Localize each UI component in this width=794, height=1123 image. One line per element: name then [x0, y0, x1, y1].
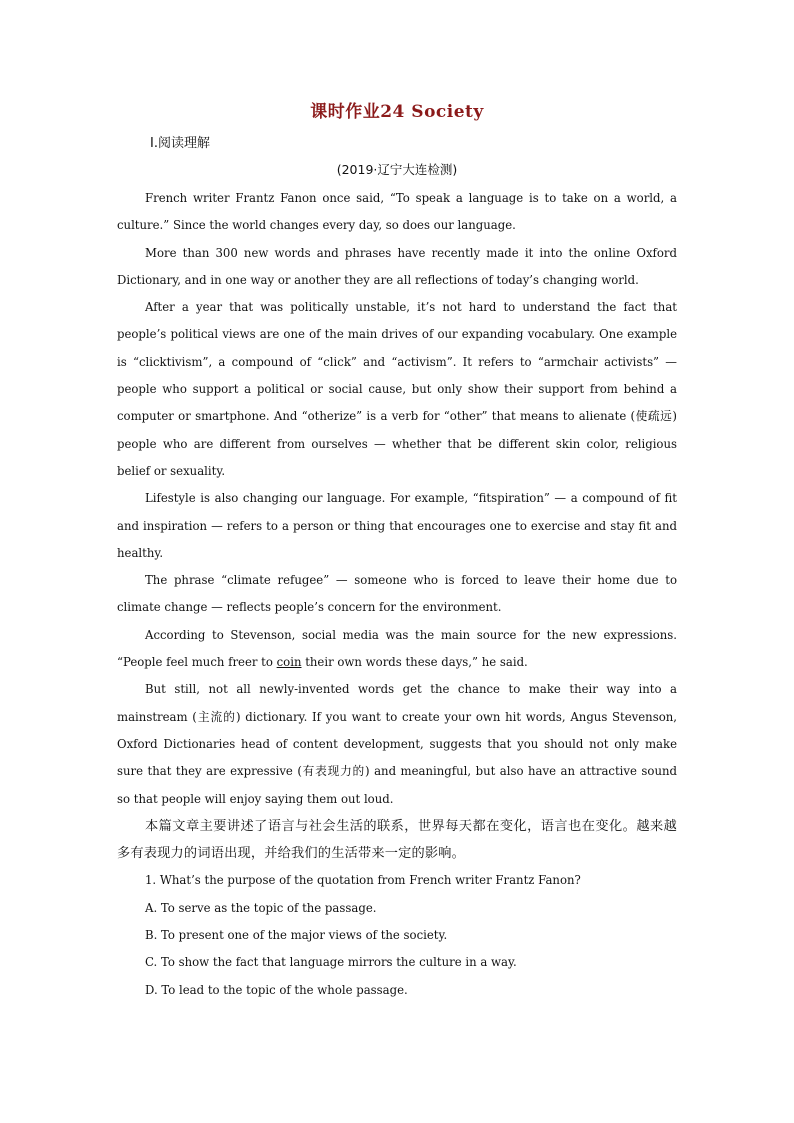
paragraph-text: According to Stevenson, social media was the main source for the new expressions. “People feel much freer to [117, 627, 677, 670]
chinese-summary: 本篇文章主要讲述了语言与社会生活的联系，世界每天都在变化，语言也在变化。越来越多有表现力的词语出现，并给我们的生活带来一定的影响。 [117, 818, 677, 862]
question-stem: 1. What’s the purpose of the quotation from French writer Frantz Fanon? [145, 873, 581, 888]
passage-body [117, 185, 677, 1004]
paragraph: Lifestyle is also changing our language. For example, “fitspiration” — a compound of fit and inspiration — refers to a person or thing that encourages one to exercise and stay fit and healthy. [117, 491, 677, 560]
option-c: C. To show the fact that language mirrors the culture in a way. [145, 955, 517, 970]
paragraph: French writer Frantz Fanon once said, “To speak a language is to take on a world, a culture.” Since the world changes every day, so does our language. [117, 191, 677, 233]
paragraph: But still, not all newly-invented words get the chance to make their way into a mainstream (主流的) dictionary. If you want to create your own hit words, Angus Stevenson, Oxford Dictionaries head of content development, suggests that you should not only make sure that they are expressive (有表现力的) and meaningful, but also have an attractive sound so that people will enjoy saying them out loud. [117, 682, 677, 806]
option-d: D. To lead to the topic of the whole passage. [145, 982, 408, 997]
paragraph: After a year that was politically unstable, it’s not hard to understand the fact that people’s political views are one of the main drives of our expanding vocabulary. One example is “clicktivism”, a compound of “click” and “activism”. It refers to “armchair activists” — people who support a political or social cause, but only show their support from behind a computer or smartphone. And “otherize” is a verb for “other” that means to alienate (使疏远) people who are different from ourselves — whether that be different skin color, religious belief or sexuality. [117, 300, 677, 478]
paragraph: More than 300 new words and phrases have recently made it into the online Oxford Dictionary, and in one way or another they are all reflections of today’s changing world. [117, 245, 677, 287]
section-heading: Ⅰ.阅读理解 [150, 136, 210, 151]
paragraph: The phrase “climate refugee” — someone who is forced to leave their home due to climate change — reflects people’s concern for the environment. [117, 573, 677, 615]
page-title: 课时作业24 Society [310, 102, 484, 122]
option-b: B. To present one of the major views of the society. [145, 928, 448, 943]
option-a: A. To serve as the topic of the passage. [145, 900, 377, 915]
source-note: (2019·辽宁大连检测) [336, 162, 458, 177]
paragraph [117, 622, 677, 677]
paragraph-text: their own words these days,” he said. [301, 655, 528, 670]
underlined-word: coin [276, 655, 302, 670]
